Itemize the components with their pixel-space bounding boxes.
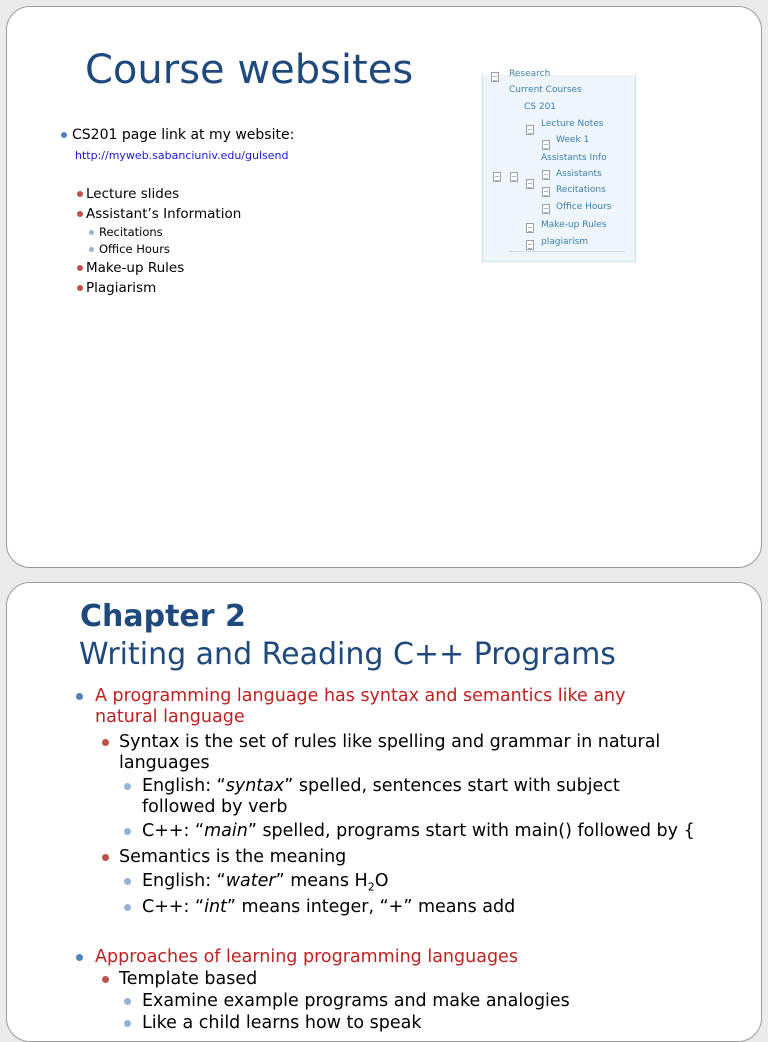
list-item-text: CS201 page link at my website: <box>72 127 295 143</box>
sitemap-item[interactable]: plagiarism <box>541 237 589 247</box>
list-item-text: natural language <box>95 707 245 727</box>
bullet-icon <box>124 998 131 1005</box>
emphasis-text: main <box>204 821 248 841</box>
bullet-icon <box>77 211 83 217</box>
list-item <box>119 969 257 990</box>
bullet-icon <box>77 265 83 271</box>
slide-subtitle: Writing and Reading C++ Programs <box>79 637 616 672</box>
text-segment: ” means integer, “+” means add <box>226 897 516 917</box>
list-item-text: Lecture slides <box>86 186 180 202</box>
sitemap-item[interactable]: Recitations <box>556 185 606 195</box>
bullet-icon <box>77 191 83 197</box>
slide-title: Chapter 2 <box>80 599 246 634</box>
list-item <box>77 186 179 202</box>
text-segment: C++: “ <box>142 897 205 917</box>
list-item-text: Plagiarism <box>86 280 157 296</box>
list-item <box>95 947 518 968</box>
emphasis-text: int <box>204 897 227 917</box>
list-item-text: Like a child learns how to speak <box>142 1013 422 1033</box>
sitemap-item[interactable]: Make-up Rules <box>541 220 607 230</box>
page-icon <box>526 223 534 233</box>
list-item-text: Make-up Rules <box>86 260 185 276</box>
page-icon <box>491 72 499 82</box>
bullet-icon <box>76 693 83 700</box>
bullet-icon <box>124 1020 131 1027</box>
page-icon <box>542 170 550 180</box>
list-item <box>89 225 163 239</box>
list-item-text: Recitations <box>99 225 163 239</box>
list-item <box>142 776 620 818</box>
sitemap-item[interactable]: Week 1 <box>556 135 590 145</box>
bullet-icon <box>124 878 131 885</box>
sitemap-item[interactable]: Assistants Info <box>541 153 607 163</box>
sitemap-screenshot <box>482 69 636 262</box>
text-segment: ” spelled, programs start with main() followed by { <box>247 821 695 841</box>
list-item-text: Assistant’s Information <box>86 206 242 222</box>
list-item-text: Template based <box>119 969 258 989</box>
sitemap-item[interactable]: Assistants <box>556 169 602 179</box>
page-icon <box>526 179 534 189</box>
text-segment: English: “ <box>142 776 226 796</box>
list-item <box>119 847 346 868</box>
list-item <box>142 871 388 898</box>
sitemap-item[interactable]: Lecture Notes <box>541 119 604 129</box>
emphasis-text: syntax <box>225 776 285 796</box>
sitemap-item[interactable]: Research <box>509 69 551 79</box>
text-segment: O <box>374 871 389 891</box>
list-item <box>95 686 626 728</box>
text-segment: English: “ <box>142 871 226 891</box>
bullet-icon <box>102 976 109 983</box>
list-item <box>119 732 660 774</box>
slide-course-websites <box>6 6 762 568</box>
page-icon <box>493 172 501 182</box>
page-icon <box>526 125 534 135</box>
page-icon <box>542 140 550 150</box>
list-item <box>142 1013 422 1034</box>
page-icon <box>542 187 550 197</box>
list-item <box>77 260 184 276</box>
subscript: 2 <box>367 880 375 894</box>
bullet-icon <box>102 854 109 861</box>
emphasis-text: water <box>225 871 276 891</box>
page-icon <box>510 172 518 182</box>
page-icon <box>542 204 550 214</box>
bullet-icon <box>124 904 131 911</box>
sitemap-item[interactable]: Office Hours <box>556 202 612 212</box>
list-item-text: Semantics is the meaning <box>119 847 347 867</box>
list-item-text: Examine example programs and make analogies <box>142 991 570 1011</box>
list-item <box>142 897 515 918</box>
list-item-text: Syntax is the set of rules like spelling and grammar in natural <box>119 732 661 752</box>
slide-title: Course websites <box>85 47 414 93</box>
website-link[interactable]: http://myweb.sabanciuniv.edu/gulsend <box>75 149 289 162</box>
bullet-icon <box>102 739 109 746</box>
bullet-icon <box>89 247 94 252</box>
list-item-text: Approaches of learning programming languages <box>95 947 518 967</box>
list-item-text: followed by verb <box>142 797 288 817</box>
list-item <box>142 821 695 842</box>
list-item <box>61 127 294 143</box>
bullet-icon <box>124 783 131 790</box>
list-item <box>77 206 241 222</box>
list-item-text: A programming language has syntax and semantics like any <box>95 686 626 706</box>
list-item-text: Office Hours <box>99 242 170 256</box>
sitemap-item[interactable]: CS 201 <box>524 102 557 112</box>
list-item <box>142 991 570 1012</box>
bullet-icon <box>77 285 83 291</box>
divider <box>509 251 625 252</box>
list-item-text: languages <box>119 753 210 773</box>
text-segment: C++: “ <box>142 821 205 841</box>
bullet-icon <box>124 828 131 835</box>
text-segment: ” means H <box>275 871 368 891</box>
page-icon <box>526 240 534 250</box>
bullet-icon <box>89 230 94 235</box>
bullet-icon <box>76 954 83 961</box>
list-item <box>89 242 170 256</box>
slide-chapter-2 <box>6 582 762 1042</box>
bullet-list <box>7 7 761 567</box>
list-item <box>77 280 156 296</box>
bullet-icon <box>61 132 67 138</box>
sitemap-item[interactable]: Current Courses <box>509 85 582 95</box>
text-segment: ” spelled, sentences start with subject <box>284 776 620 796</box>
